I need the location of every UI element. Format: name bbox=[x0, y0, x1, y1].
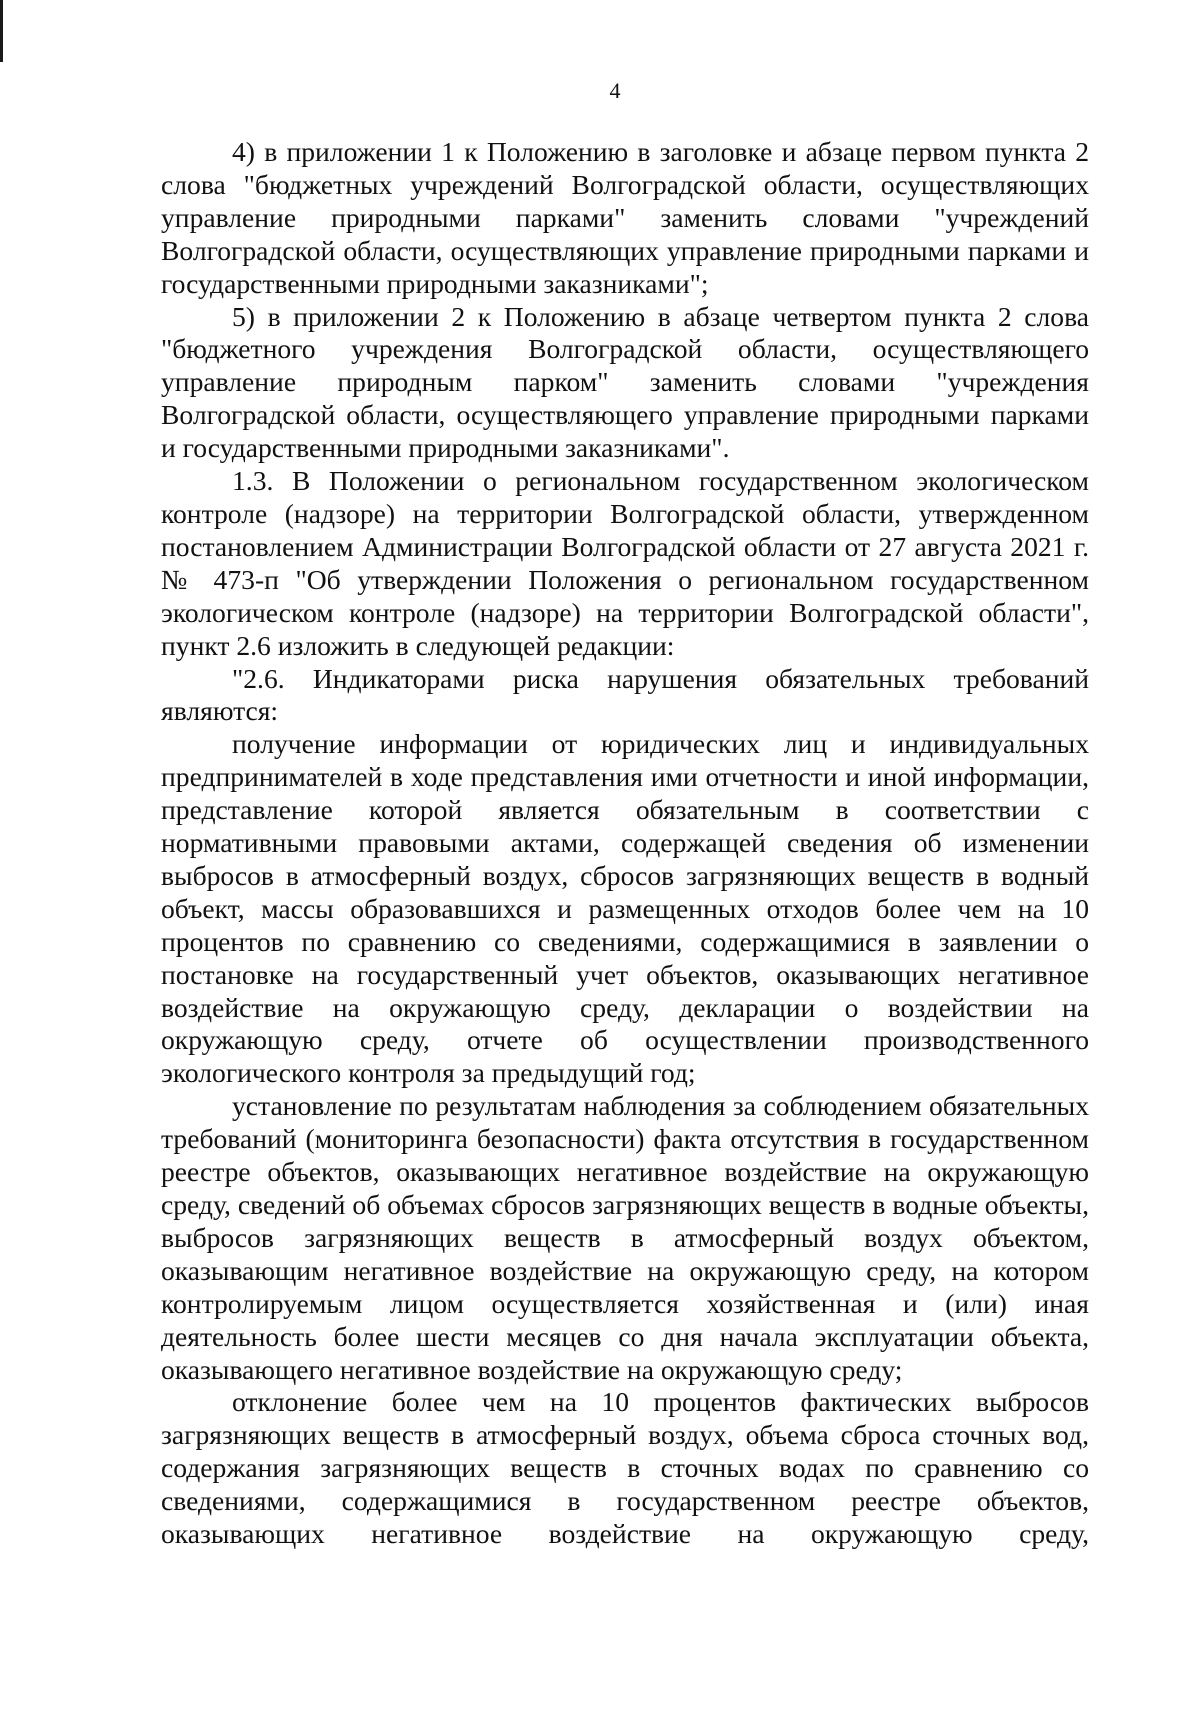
paragraph-clause-2-6: "2.6. Индикаторами риска нарушения обязательных требований являются: bbox=[161, 662, 1089, 727]
paragraph-indicator-1: получение информации от юридических лиц и индивидуальных предпринимателей в ходе представления ими отчетности и иной информации, представление которой является обязательным в соответствии с нормативными правовыми актами, содержащей сведения об изменении выбросов в атмосферный воздух, сбросов загрязняющих веществ в водный объект, массы образовавшихся и размещенных отходов более чем на 10 процентов по сравнению со сведениями, содержащимися в заявлении о постановке на государственный учет объектов, оказывающих негативное воздействие на окружающую среду, декларации о воздействии на окружающую среду, отчете об осуществлении производственного экологического контроля за предыдущий год; bbox=[161, 728, 1089, 1089]
paragraph-indicator-3: отклонение более чем на 10 процентов фактических выбросов загрязняющих веществ в атмосферный воздух, объема сброса сточных вод, содержания загрязняющих веществ в сточных водах по сравнению со сведениями, содержащимися в государственном реестре объектов, оказывающих негативное воздействие на окружающую среду, bbox=[161, 1386, 1089, 1550]
paragraph-section-1-3: 1.3. В Положении о региональном государственном экологическом контроле (надзоре) на территории Волгоградской области, утвержденном постановлением Администрации Волгоградской области от 27 августа 2021 г. № 473-п "Об утверждении Положения о региональном государственном экологическом контроле (надзоре) на территории Волгоградской области", пункт 2.6 изложить в следующей редакции: bbox=[161, 465, 1089, 661]
paragraph-item-4: 4) в приложении 1 к Положению в заголовке и абзаце первом пункта 2 слова "бюджетных учреждений Волгоградской области, осуществляющих управление природными парками" заменить словами "учреждений Волгоградской области, осуществляющих управление природными парками и государственными природными заказниками"; bbox=[161, 136, 1089, 299]
page-number: 4 bbox=[609, 78, 621, 103]
paragraph-item-5: 5) в приложении 2 к Положению в абзаце четвертом пункта 2 слова "бюджетного учреждения Волгоградской области, осуществляющего управление природным парком" заменить словами "учреждения Волгоградской области, осуществляющего управление природными парками и государственными природными заказниками". bbox=[161, 300, 1089, 464]
paragraph-indicator-2: установление по результатам наблюдения за соблюдением обязательных требований (мониторинга безопасности) факта отсутствия в государственном реестре объектов, оказывающих негативное воздействие на окружающую среду, сведений об объемах сбросов загрязняющих веществ в водные объекты, выбросов загрязняющих веществ в атмосферный воздух объектом, оказывающим негативное воздействие на окружающую среду, на котором контролируемым лицом осуществляется хозяйственная и (или) иная деятельность более шести месяцев со дня начала эксплуатации объекта, оказывающего негативное воздействие на окружающую среду; bbox=[161, 1090, 1089, 1385]
document-body bbox=[161, 136, 1089, 1551]
scan-edge-mark bbox=[0, 0, 3, 62]
